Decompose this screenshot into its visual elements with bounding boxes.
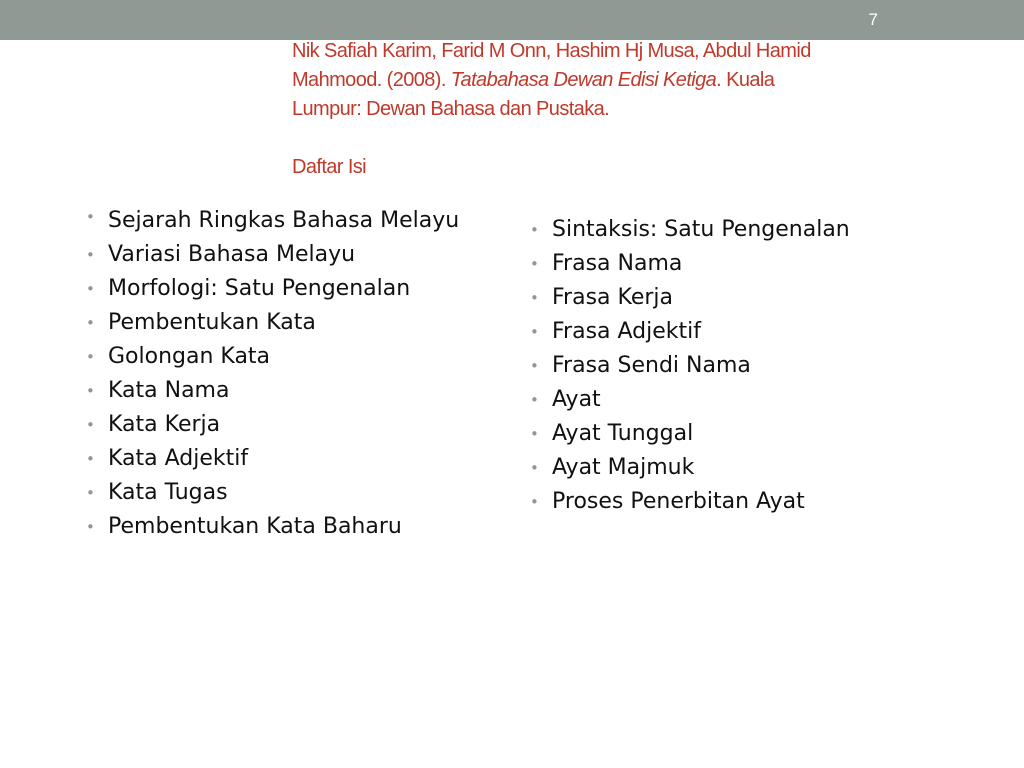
list-item-label: Pembentukan Kata Baharu: [108, 514, 402, 539]
bullet-icon: •: [530, 255, 539, 273]
list-item-label: Ayat Majmuk: [552, 455, 695, 480]
toc-list-right: [530, 213, 970, 519]
citation-line-2: [292, 66, 932, 95]
bullet-icon: •: [530, 391, 539, 409]
list-item-label: Pembentukan Kata: [108, 310, 316, 335]
bullet-icon: •: [86, 484, 95, 502]
list-item: [530, 451, 970, 485]
bullet-icon: •: [86, 382, 95, 400]
list-item: [530, 281, 970, 315]
bullet-icon: •: [86, 280, 95, 298]
list-item: [86, 306, 486, 340]
slide-title: [292, 37, 932, 182]
list-item: [530, 247, 970, 281]
bullet-icon: •: [86, 348, 95, 366]
list-item: [86, 510, 486, 544]
list-item: [530, 213, 970, 247]
bullet-icon: •: [86, 416, 95, 434]
list-item-label: Frasa Adjektif: [552, 319, 702, 344]
list-item-label: Morfologi: Satu Pengenalan: [108, 276, 411, 301]
list-item: [86, 238, 486, 272]
citation-line-3: Lumpur: Dewan Bahasa dan Pustaka.: [292, 98, 610, 120]
list-item: [86, 442, 486, 476]
bullet-icon: •: [86, 208, 95, 226]
list-item-label: Frasa Kerja: [552, 285, 674, 310]
list-item: [530, 349, 970, 383]
list-item-label: Ayat Tunggal: [552, 421, 694, 446]
list-item-label: Kata Nama: [108, 378, 230, 403]
toc-list-left: [86, 204, 486, 544]
list-item: [86, 408, 486, 442]
citation-authors-year: Mahmood. (2008).: [292, 69, 451, 91]
list-item-label: Proses Penerbitan Ayat: [552, 489, 805, 514]
list-item-label: Golongan Kata: [108, 344, 271, 369]
bullet-icon: •: [530, 459, 539, 477]
citation-place-start: . Kuala: [716, 69, 775, 91]
list-item: [530, 383, 970, 417]
bullet-icon: •: [86, 450, 95, 468]
bullet-icon: •: [86, 518, 95, 536]
list-item-label: Ayat: [552, 387, 601, 412]
list-item-label: Variasi Bahasa Melayu: [108, 242, 356, 267]
list-item-label: Frasa Nama: [552, 251, 683, 276]
list-item: [86, 476, 486, 510]
list-item: [530, 417, 970, 451]
list-item: [530, 315, 970, 349]
toc-heading: Daftar Isi: [292, 156, 367, 178]
bullet-icon: •: [530, 323, 539, 341]
bullet-icon: •: [86, 246, 95, 264]
book-title: Tatabahasa Dewan Edisi Ketiga: [450, 69, 717, 91]
list-item: [530, 485, 970, 519]
bullet-icon: •: [530, 493, 539, 511]
list-item: [86, 272, 486, 306]
bullet-icon: •: [530, 425, 539, 443]
list-item-label: Sintaksis: Satu Pengenalan: [552, 217, 850, 242]
bullet-icon: •: [530, 221, 539, 239]
citation-line-1: Nik Safiah Karim, Farid M Onn, Hashim Hj Musa, Abdul Hamid: [292, 40, 811, 62]
list-item-label: Kata Tugas: [108, 480, 228, 505]
bullet-icon: •: [530, 357, 539, 375]
list-item: [86, 204, 486, 238]
list-item: [86, 340, 486, 374]
list-item-label: Kata Kerja: [108, 412, 221, 437]
list-item-label: Frasa Sendi Nama: [552, 353, 751, 378]
list-item-label: Kata Adjektif: [108, 446, 249, 471]
bullet-icon: •: [530, 289, 539, 307]
slide-number: 7: [868, 10, 878, 29]
list-item: [86, 374, 486, 408]
list-item-label: Sejarah Ringkas Bahasa Melayu: [108, 208, 460, 233]
bullet-icon: •: [86, 314, 95, 332]
